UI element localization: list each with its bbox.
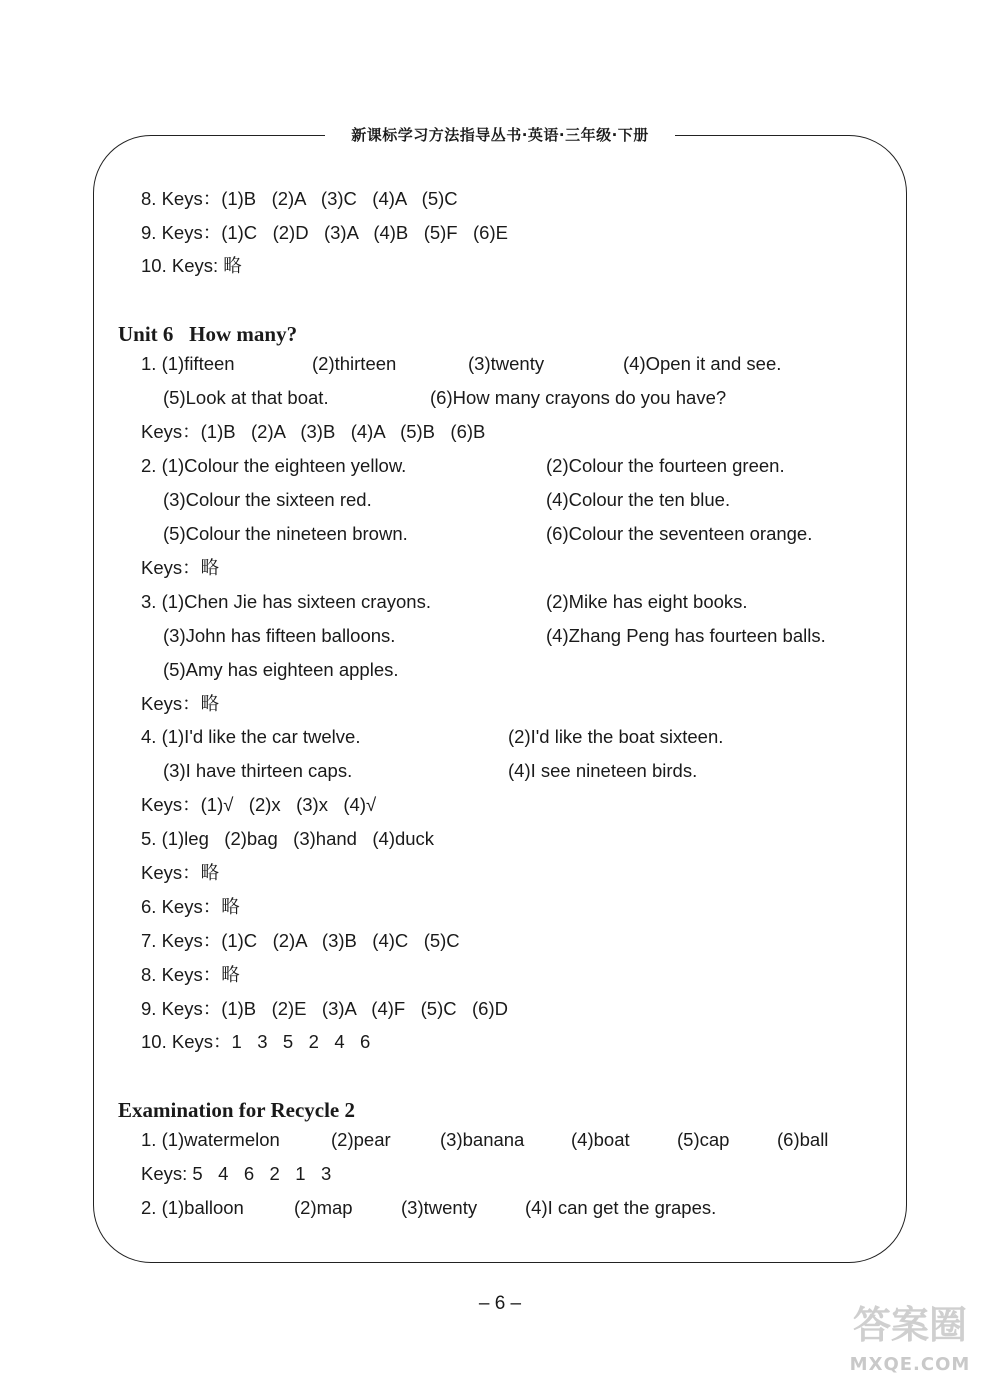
answer-line: (2)map — [294, 1197, 353, 1218]
answer-line: Keys：(1)√ (2)x (3)x (4)√ — [141, 794, 377, 815]
answer-line: 2. (1)balloon — [141, 1197, 244, 1218]
answer-line: 7. Keys：(1)C (2)A (3)B (4)C (5)C — [141, 930, 460, 951]
answer-line: (2)thirteen — [312, 353, 397, 374]
answer-line: (5)Colour the nineteen brown. — [163, 523, 408, 544]
answer-line: 8. Keys：(1)B (2)A (3)C (4)A (5)C — [141, 188, 458, 209]
answer-line: 5. (1)leg (2)bag (3)hand (4)duck — [141, 828, 435, 849]
watermark-mark: 答案圈 — [852, 1303, 967, 1347]
answer-line: (3)twenty — [401, 1197, 478, 1218]
answer-line: (4)I can get the grapes. — [525, 1197, 717, 1218]
answer-line: (5)Look at that boat. — [163, 387, 329, 408]
answer-line: (2)I'd like the boat sixteen. — [508, 726, 724, 747]
answer-line: 9. Keys：(1)B (2)E (3)A (4)F (5)C (6)D — [141, 998, 508, 1019]
answer-line: (5)Amy has eighteen apples. — [163, 659, 399, 680]
section-heading-unit6: Unit 6 How many? — [118, 322, 298, 346]
answer-line: 3. (1)Chen Jie has sixteen crayons. — [141, 591, 431, 612]
page-header — [0, 124, 1000, 148]
answer-line: 8. Keys：略 — [141, 964, 240, 985]
section-heading-recycle2: Examination for Recycle 2 — [118, 1098, 355, 1122]
watermark-text: MXQE.COM — [849, 1354, 971, 1375]
answer-line: (2)Colour the fourteen green. — [546, 455, 785, 476]
answer-line: (3)I have thirteen caps. — [163, 760, 353, 781]
answer-line: (4)I see nineteen birds. — [508, 760, 698, 781]
answer-line: 9. Keys：(1)C (2)D (3)A (4)B (5)F (6)E — [141, 222, 508, 243]
answer-line: Keys：略 — [141, 557, 220, 578]
answer-line: (6)Colour the seventeen orange. — [546, 523, 813, 544]
answer-line: 2. (1)Colour the eighteen yellow. — [141, 455, 407, 476]
answer-line: 10. Keys: 略 — [141, 255, 242, 276]
answer-line: 1. (1)fifteen — [141, 353, 235, 374]
answer-line: (6)How many crayons do you have? — [430, 387, 727, 408]
answer-line: 4. (1)I'd like the car twelve. — [141, 726, 361, 747]
watermark-logo — [820, 1300, 1000, 1392]
answer-line: Keys: 5 4 6 2 1 3 — [141, 1163, 332, 1184]
page-number: – 6 – — [478, 1293, 522, 1314]
series-title: 新课标学习方法指导丛书·英语·三年级·下册 — [351, 126, 649, 144]
answer-line: Keys：略 — [141, 862, 220, 883]
answer-line: (3)twenty — [468, 353, 545, 374]
answer-line: (2)pear — [331, 1129, 391, 1150]
answer-line: (4)Colour the ten blue. — [546, 489, 731, 510]
answer-line: Keys：略 — [141, 693, 220, 714]
answer-line: (4)boat — [571, 1129, 630, 1150]
answer-line: (4)Zhang Peng has fourteen balls. — [546, 625, 826, 646]
answer-line: (3)John has fifteen balloons. — [163, 625, 396, 646]
answer-line: (2)Mike has eight books. — [546, 591, 748, 612]
answer-line: 1. (1)watermelon — [141, 1129, 280, 1150]
answer-line: 6. Keys：略 — [141, 896, 240, 917]
answer-line: (6)ball — [777, 1129, 829, 1150]
answer-line: (3)banana — [440, 1129, 525, 1150]
answer-line: 10. Keys：1 3 5 2 4 6 — [141, 1031, 371, 1052]
answer-line: Keys：(1)B (2)A (3)B (4)A (5)B (6)B — [141, 421, 486, 442]
answer-line: (4)Open it and see. — [623, 353, 782, 374]
answer-line: (5)cap — [677, 1129, 730, 1150]
answer-line: (3)Colour the sixteen red. — [163, 489, 372, 510]
